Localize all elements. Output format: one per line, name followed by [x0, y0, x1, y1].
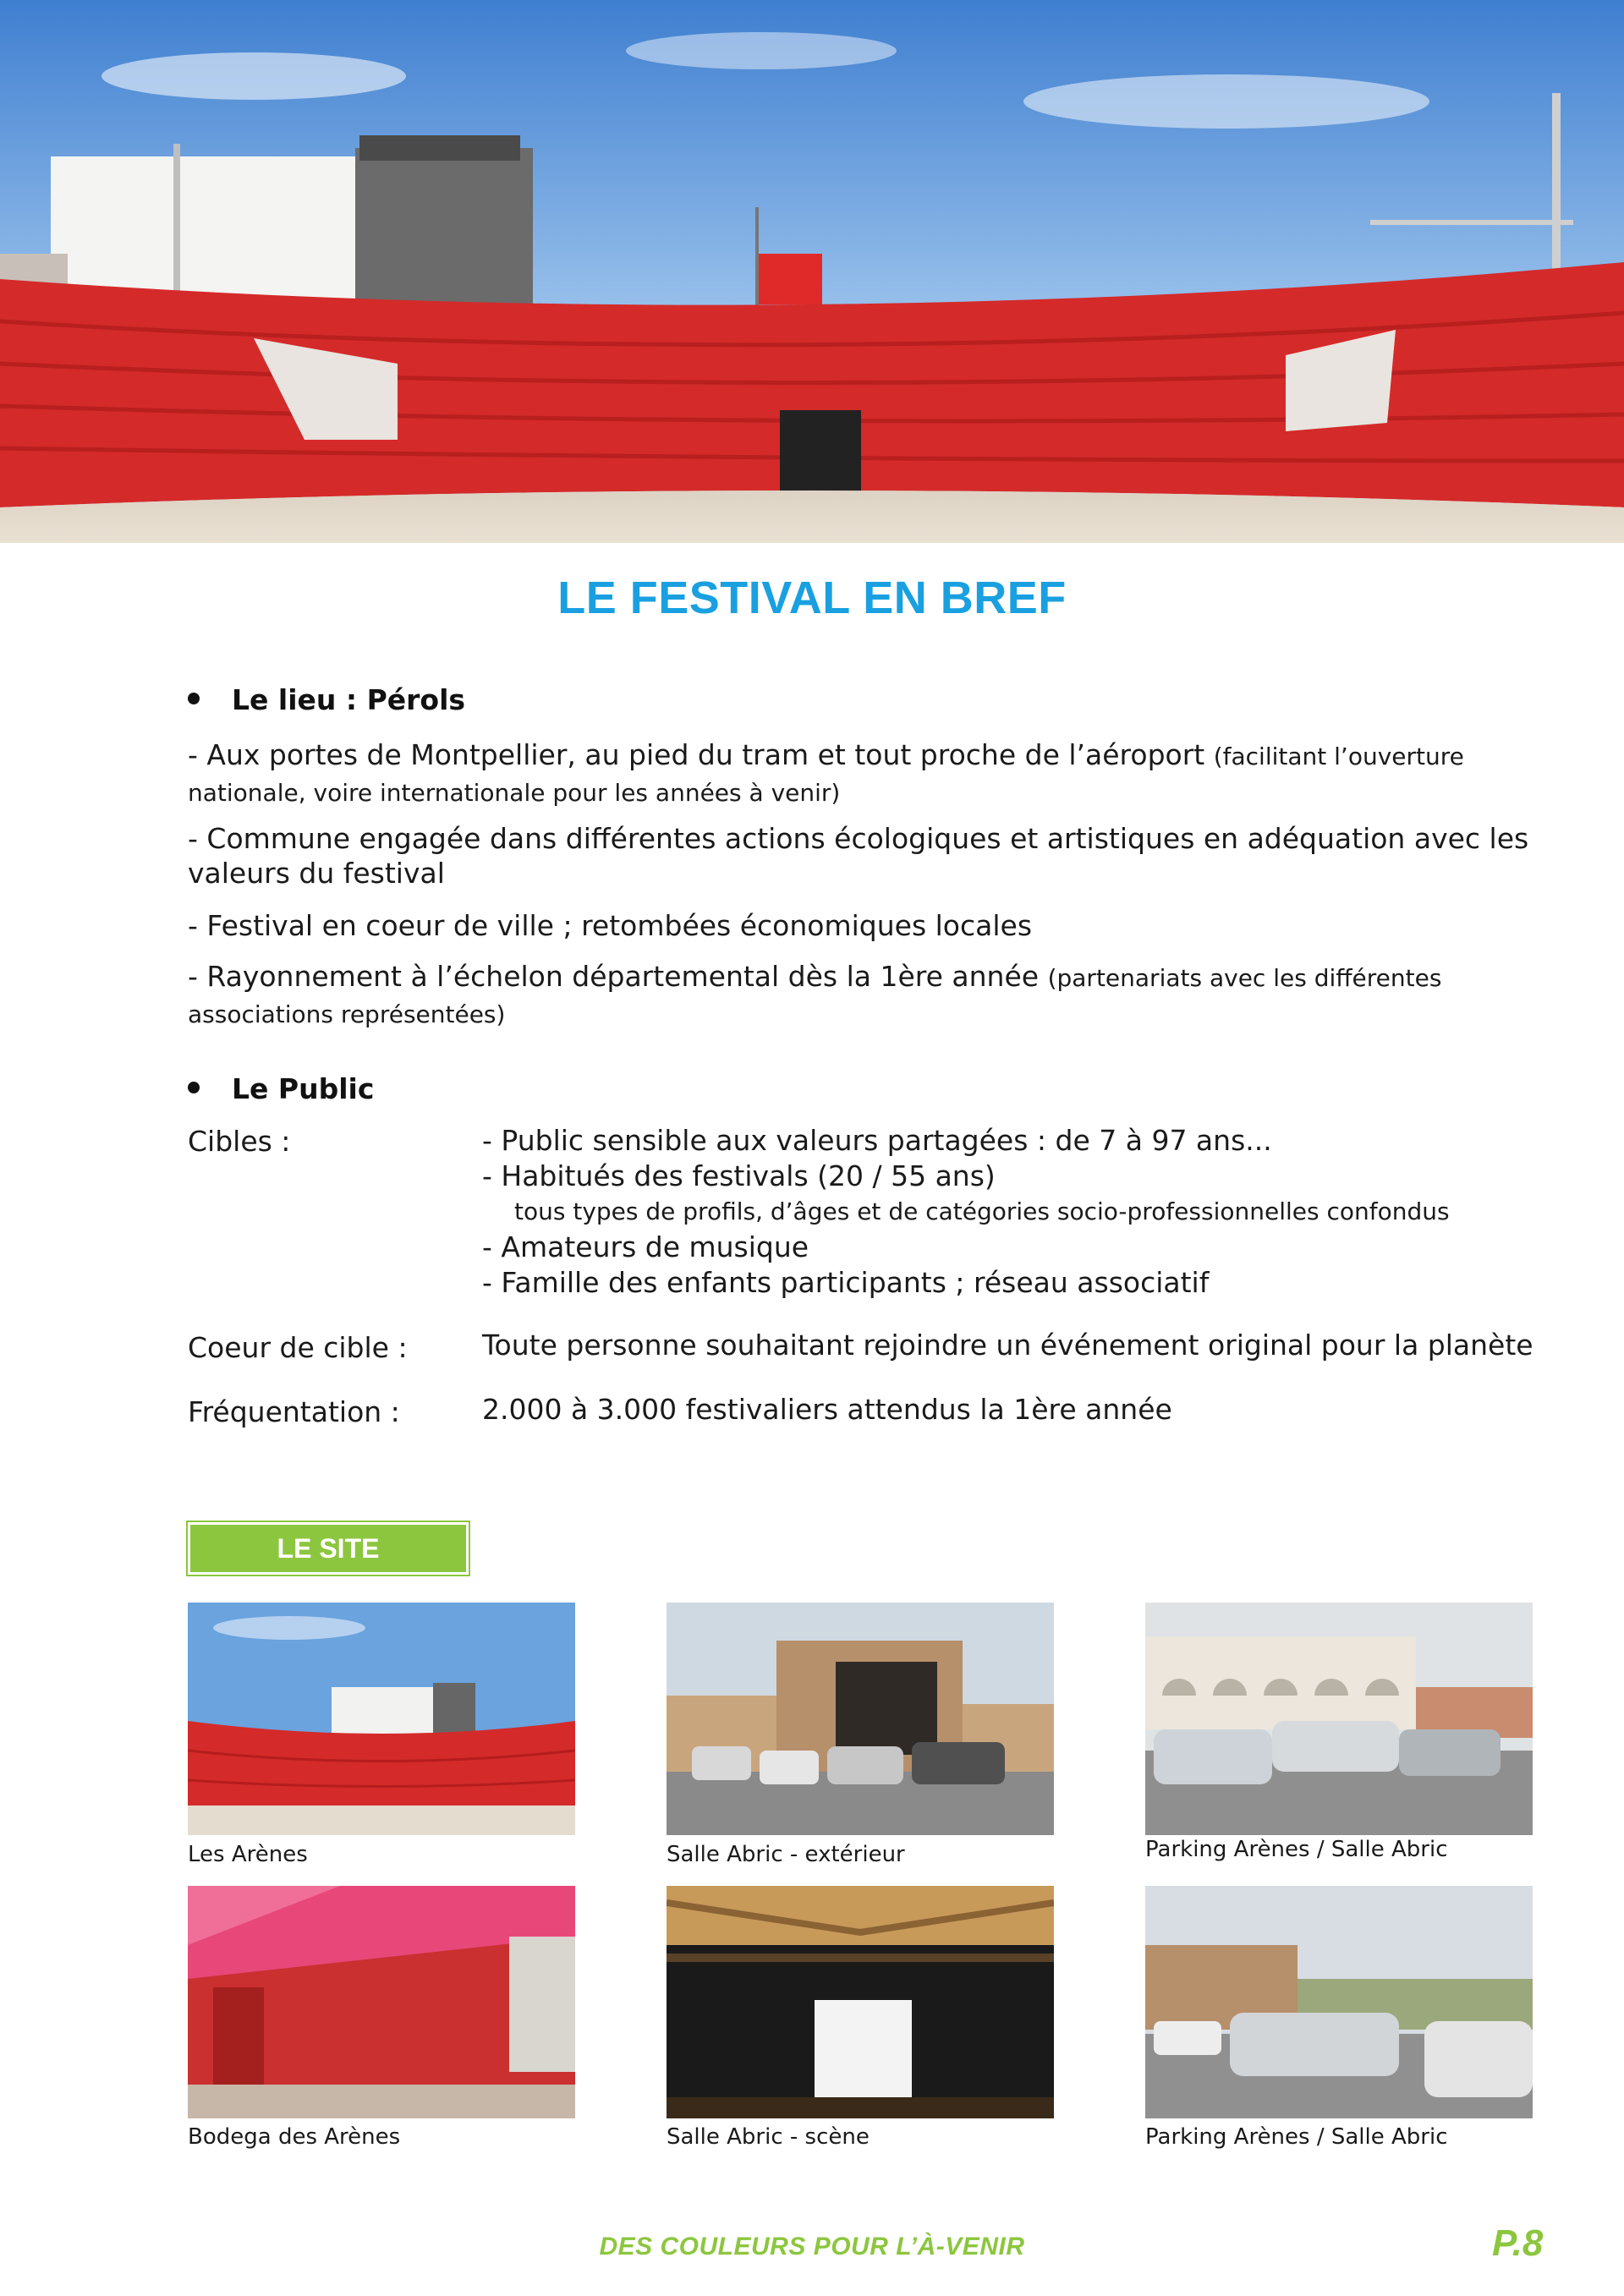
- section-heading-public: [188, 1072, 374, 1105]
- lieu-item-1-note: (facilitant l’ouverture nationale, voire internationale pour les années à venir): [188, 743, 1464, 807]
- coeur-label: Coeur de cible :: [188, 1331, 408, 1364]
- lieu-item-3: [188, 908, 1572, 943]
- caption-photo-5: Salle Abric - scène: [667, 2124, 870, 2150]
- photo-parking-1: [1145, 1603, 1533, 1835]
- bullet-icon: [188, 1082, 200, 1093]
- lieu-item-1-main: - Aux portes de Montpellier, au pied du tram et tout proche de l’aéroport: [188, 738, 1214, 771]
- footer-slogan: DES COULEURS POUR L’À-VENIR: [599, 2233, 1025, 2260]
- lieu-item-4-main: - Rayonnement à l’échelon départemental dès la 1ère année: [188, 960, 1048, 993]
- caption-photo-2: Salle Abric - extérieur: [667, 1842, 905, 1867]
- cible-item: - Amateurs de musique: [482, 1230, 809, 1263]
- frequentation-value: 2.000 à 3.000 festivaliers attendus la 1ère année: [482, 1393, 1172, 1426]
- lieu-item-4-note: (partenariats avec les différentes associations représentées): [188, 964, 1442, 1028]
- photo-salle-abric-exterieur: [667, 1603, 1054, 1835]
- site-section-tag: LE SITE: [188, 1522, 469, 1575]
- cibles-list: [482, 1123, 1450, 1301]
- lieu-item-4: [188, 959, 1572, 1032]
- coeur-value: Toute personne souhaitant rejoindre un événement original pour la planète: [482, 1329, 1533, 1362]
- photo-bodega: [188, 1886, 575, 2118]
- photo-les-arenes: [188, 1603, 575, 1835]
- caption-photo-3: Parking Arènes / Salle Abric: [1145, 1837, 1448, 1862]
- caption-photo-4: Bodega des Arènes: [188, 2124, 401, 2150]
- frequentation-label: Fréquentation :: [188, 1395, 400, 1428]
- public-heading-text: Le Public: [232, 1072, 375, 1105]
- photo-salle-abric-scene: [667, 1886, 1054, 2118]
- section-heading-lieu: [188, 683, 465, 716]
- bullet-icon: [188, 693, 200, 704]
- hero-arena-photo: [0, 0, 1624, 543]
- cibles-label: Cibles :: [188, 1125, 291, 1158]
- lieu-item-1: [188, 737, 1572, 810]
- caption-photo-1: Les Arènes: [188, 1842, 308, 1867]
- cible-item: - Famille des enfants participants ; réseau associatif: [482, 1266, 1210, 1299]
- caption-photo-6: Parking Arènes / Salle Abric: [1145, 2124, 1448, 2150]
- lieu-item-2-main: - Commune engagée dans différentes actions écologiques et artistiques en adéquation avec les valeurs du festival: [188, 822, 1529, 890]
- cible-item: - Habitués des festivals (20 / 55 ans): [482, 1159, 996, 1192]
- page-number: P.8: [1492, 2222, 1544, 2264]
- lieu-item-2: [188, 821, 1572, 890]
- page-title: LE FESTIVAL EN BREF: [557, 573, 1067, 623]
- cible-item: - Public sensible aux valeurs partagées : de 7 à 97 ans...: [482, 1124, 1272, 1157]
- photo-parking-2: [1145, 1886, 1533, 2118]
- lieu-item-3-main: - Festival en coeur de ville ; retombées économiques locales: [188, 909, 1033, 942]
- lieu-heading-text: Le lieu : Pérols: [232, 683, 466, 716]
- cible-subitem: tous types de profils, d’âges et de catégories socio-professionnelles confondus: [514, 1197, 1450, 1225]
